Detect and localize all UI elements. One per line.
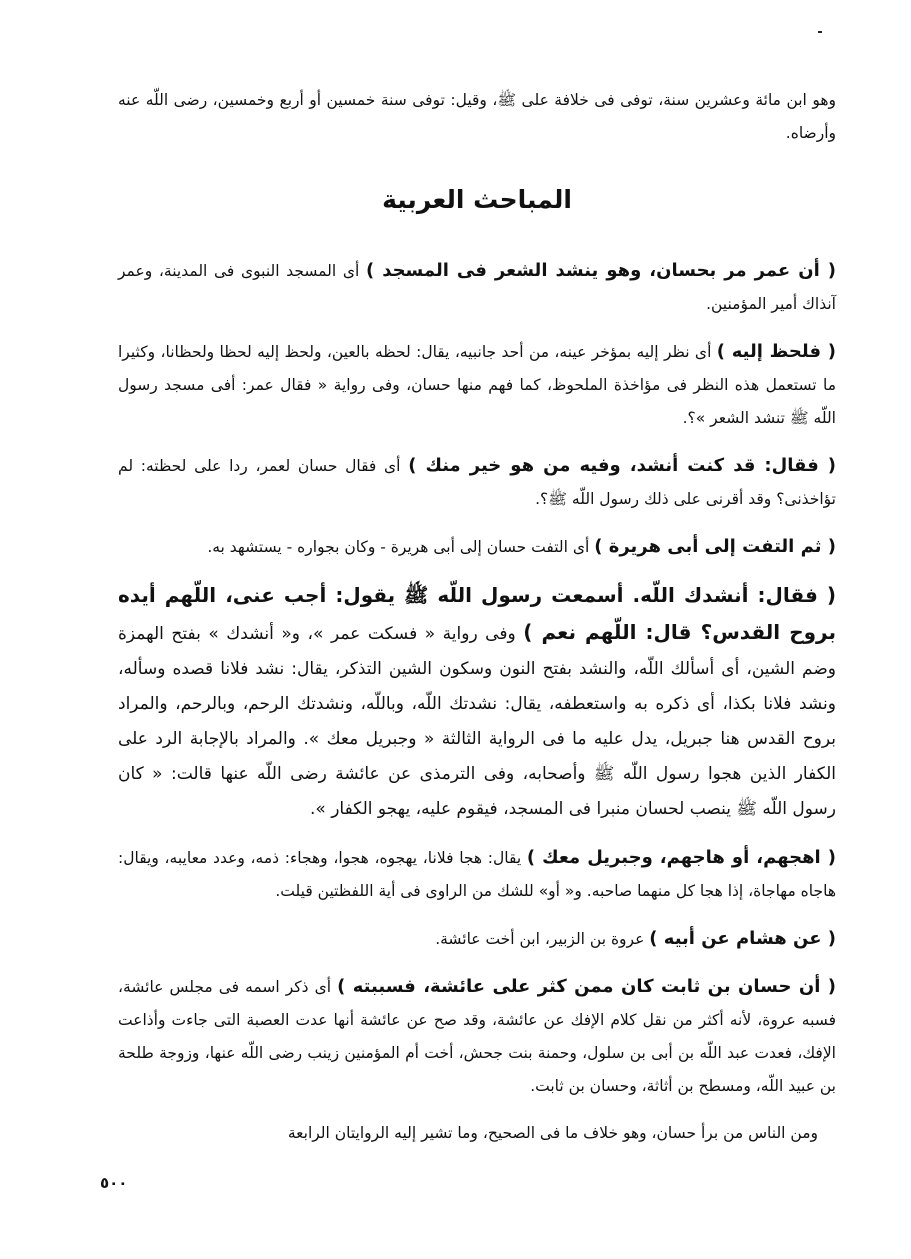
paragraph-lead: ( عن هشام عن أبيه ) <box>649 928 836 949</box>
paragraph-body: أى ذكر اسمه فى مجلس عائشة، فسبه عروة، لأنه أكثر من نقل كلام الإفك عن عائشة، وقد صح عن عائشة أنها عدت العصبة التى جاءت وأذاعت الإفك، فعدت عبد اللّه بن أبى بن سلول، وحمنة بنت جحش، أخت أم المؤمنين زينب رضى اللّه عنها، وزوجة طلحة بن عبيد اللّه، ومسطح بن أثاثة، وحسان بن ثابت. <box>118 978 836 1095</box>
paragraph-3 <box>118 449 836 516</box>
paragraph-lead: ( أن عمر مر بحسان، وهو ينشد الشعر فى المسجد ) <box>365 260 836 281</box>
last-paragraph: ومن الناس من برأ حسان، وهو خلاف ما فى الصحيح، وما تشير إليه الروايتان الرابعة <box>287 1124 818 1142</box>
paragraph-1 <box>118 254 836 321</box>
intro-paragraph: وهو ابن مائة وعشرين سنة، توفى فى خلافة على ﷺ، وقيل: توفى سنة خمسين أو أربع وخمسين، رضى اللّه عنه وأرضاه. <box>118 91 836 142</box>
page-number: ٥٠٠ <box>100 1174 128 1192</box>
document-page <box>118 84 836 1164</box>
paragraph-body: عروة بن الزبير، ابن أخت عائشة. <box>435 930 650 948</box>
paragraph-body: يقال: هجا فلانا، يهجوه، هجوا، وهجاء: ذمه، وعدد معايبه، ويقال: هاجاه مهاجاة، إذا هجا كل منهما صاحبه. و« أو» للشك من الراوى فى أية اللفظتين قيلت. <box>118 849 836 900</box>
paragraph-lead: ( ثم التفت إلى أبى هريرة ) <box>594 536 836 557</box>
paragraph-body: أى فقال حسان لعمر، ردا على لحظته: لم تؤاخذنى؟ وقد أقرنى على ذلك رسول اللّه ﷺ؟. <box>118 457 836 508</box>
paragraph-4 <box>118 530 836 564</box>
paragraph-body: أى نظر إليه بمؤخر عينه، من أحد جانبيه، يقال: لحظه بالعين، ولحظ إليه لحظا ولحظانا، وكثيرا ما تستعمل هذه النظر فى مؤاخذة الملحوظ، كما فهم منها حسان، وفى رواية « فقال عمر: أفى مسجد رسول اللّه ﷺ تنشد الشعر »؟. <box>118 343 836 427</box>
paragraph-5 <box>118 578 836 827</box>
paragraph-6 <box>118 841 836 908</box>
paragraph-lead: ( فقال: قد كنت أنشد، وفيه من هو خير منك ) <box>408 455 836 476</box>
paragraph-body: أى المسجد النبوى فى المدينة، وعمر آنذاك أمير المؤمنين. <box>118 262 836 313</box>
paragraph-body: أى التفت حسان إلى أبى هريرة - وكان بجواره - يستشهد به. <box>207 538 595 556</box>
section-heading: المباحث العربية <box>382 185 572 214</box>
paragraph-8 <box>118 970 836 1103</box>
paragraph-lead: ( اهجهم، أو هاجهم، وجبريل معك ) <box>526 847 836 868</box>
paragraph-lead: ( فقال: أنشدك اللّه. أسمعت رسول اللّه ﷺ يقول: أجب عنى، اللّهم أيده بروح القدس؟ قال: اللّهم نعم ) <box>118 583 836 644</box>
paragraph-lead: ( فلحظ إليه ) <box>716 341 836 362</box>
paragraph-7 <box>118 922 836 956</box>
scan-mark <box>818 31 822 33</box>
paragraph-2 <box>118 335 836 435</box>
paragraph-lead: ( أن حسان بن ثابت كان ممن كثر على عائشة، فسببته ) <box>337 976 836 997</box>
paragraph-body: وفى رواية « فسكت عمر »، و« أنشدك » بفتح الهمزة وضم الشين، أى أسألك اللّه، والنشد بفتح النون وسكون الشين التذكر، يقال: نشد فلانا قصده وسأله، ونشد فلانا بكذا، أى ذكره به واستعطفه، يقال: نشدتك اللّه، وباللّه، ونشدتك الرحم، وبالرحم، والمراد بروح القدس هنا جبريل، يدل عليه ما فى الرواية الثالثة « وجبريل معك ». والمراد بالإجابة الرد على الكفار الذين هجوا رسول اللّه ﷺ وأصحابه، وفى الترمذى عن عائشة رضى اللّه عنها قالت: « كان رسول اللّه ﷺ ينصب لحسان منبرا فى المسجد، فيقوم عليه، يهجو الكفار ». <box>118 624 836 819</box>
